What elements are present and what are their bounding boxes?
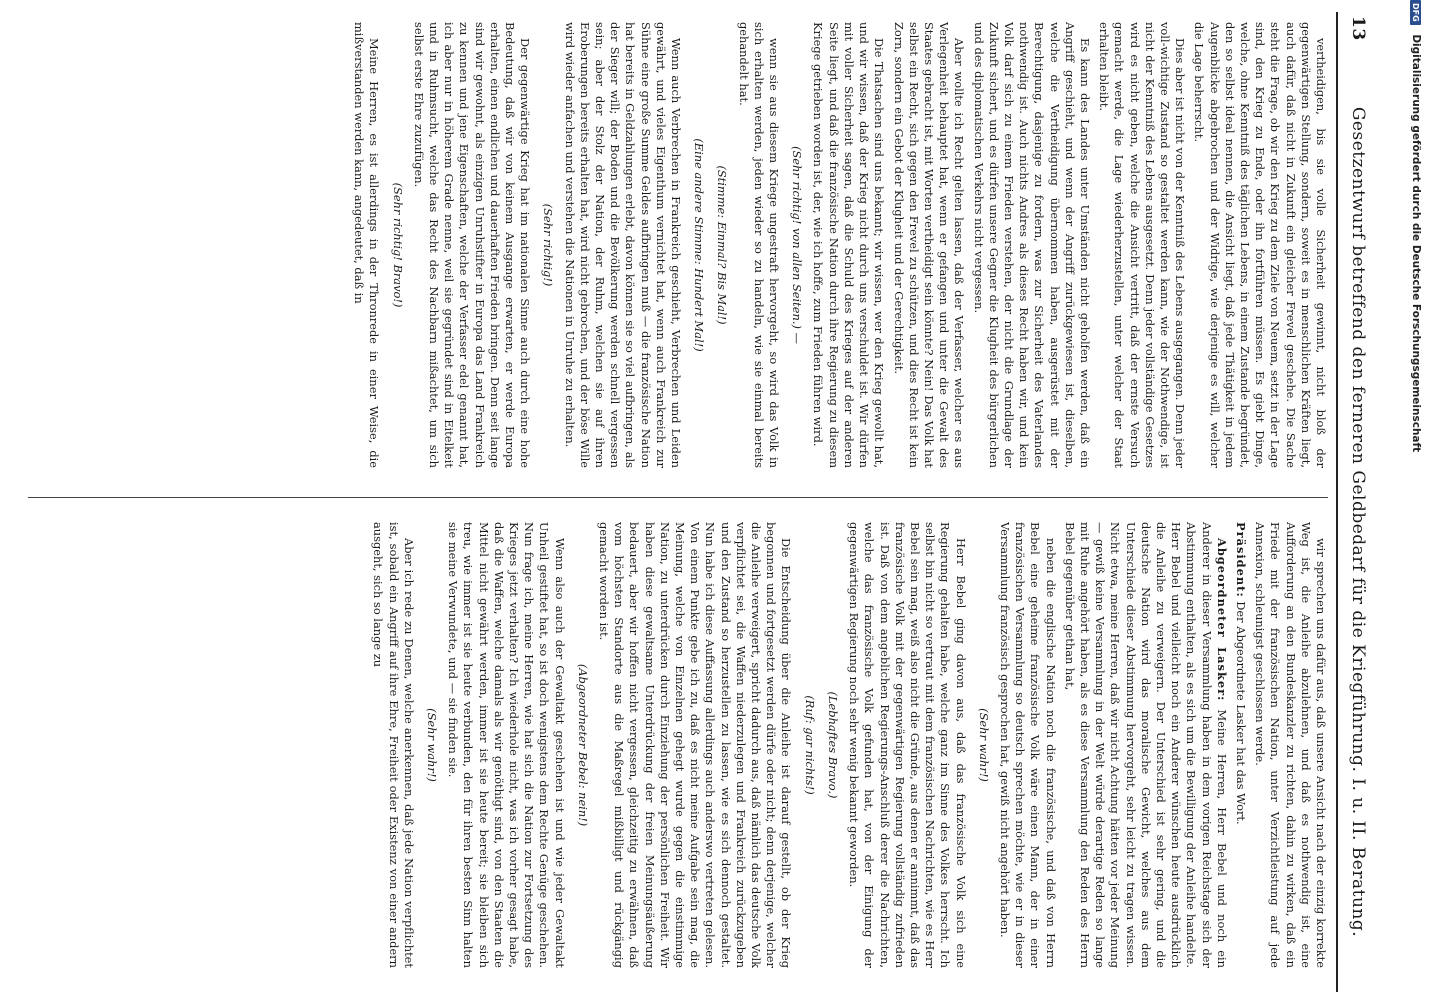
paragraph: Herr Bebel ging davon aus, daß das französische Volk sich eine Regierung gehalten habe, welche ganz im Sinne des Volkes herrscht. Ich selbst bin nicht so vertraut mit dem französischen Nachrichten, wie es Herr Bebel sein mag, weiß also nicht die Gründe, aus denen er annimmt, daß das französische Volk mit der gegenwärtigen Regierung vollständig zufrieden ist. Daß von dem angeblichen Regierungs-Anschluß derer die Nachrichten, welche das französische Volk gefunden hat, von der Einigung der gegenwärtigen Regierung noch sehr wenig bekannt geworden. <box>847 522 968 968</box>
digitization-footer <box>1402 0 1422 1000</box>
column-divider <box>28 497 1328 498</box>
dfg-logo: DFG <box>1411 0 1422 25</box>
interjection: (Ruf: gar nichts!) <box>802 695 817 795</box>
paragraph: Der gegenwärtige Krieg hat im nationalen Sinne auch durch eine hohe Bedeutung, daß wir von keinem Ausgange erwarten, er werde Europa erhalten, einen endlichen und dauerhaften Frieden bringen. Denn seit lange sind wir gewohnt, als einzigen Unruhstifter in Europa das Land Frankreich zu kennen und jene Eigenschaften, welche der Verfasser edel genannt hat, ich aber nur in höherem Grade nenne, weil sie gegründet sind in Eitelkeit und in Ruhmsucht, welche das Recht des Nachbarn mißachtet, um sich selbst erste Ehre zuzufügen. <box>411 22 533 468</box>
paragraph: Aber wollte ich Recht gelten lassen, daß der Verfasser, welcher es aus Verlegenheit behauptet hat, wenn er gefangen und unter die Gewalt des Staates gebracht ist, mit Worten vertheidigt sein könnte? Nein! Das Volk hat selbst ein Recht, sich gegen den Frevel zu schützen, und dies Recht ist kein Zorn, sondern ein Gebot der Klugheit und der Gerechtigkeit. <box>891 22 967 468</box>
paragraph: Dies aber ist nicht von der Kenntniß des Lebens ausgegangen. Denn jeder voll-wichtige Zustand so gestaltet werden kann, wie der Nothwendige, ist nicht der Kenntniß des Lebens ausgesetzt. Denn jeder vollständige Gesetzes wird es nicht geben, welche die Ansicht vertritt, daß der ernste Versuch gemacht werde, die Lage wiederherzustellen, unter welcher der Staat erhalten bleibt. <box>1097 22 1188 468</box>
page-number: 13 <box>1348 16 1368 41</box>
paragraph: Die Entscheidung über die Anleihe ist darauf gestellt, ob der Krieg begonnen und fortgesetzt werden dürfe oder nicht; denn derjenige, welcher die Anleihe verweigert, spricht dadurch aus, daß nämlich das deutsche Volk verpflichtet sei, die Waffen niederzulegen und Frankreich zurückzugeben und den Zustand so herzustellen zu lassen, wie es sich dennoch gestaltet. Nun habe ich diese Auffassung allerdings auch anderswo vertreten gelesen. Von einem Punkte gebe ich zu, daß es nicht meine Aufgabe sein mag, die Meinung, welche von Einzelnen gehegt wurde gegen die einstimmige Nation, zu unterdrücken durch Einziehung der persönlichen Freiheit. Wir haben diese gewaltsame Unterdrückung der freien Meinungsäußerung bedauert, aber wir hoffen nicht vergessen, gleichzeitig zu erwähnen, daß vom höchsten Standorte aus die Maßregel mißbilligt und rückgängig gemacht worden ist. <box>597 522 794 968</box>
page-header <box>1336 12 1372 992</box>
paragraph: Wenn also auch der Gewaltakt geschehen ist und wie jeder Gewaltakt Unheil gestiftet hat, so ist doch wenigstens dem Rechte Genüge geschehen. Nun frage ich, meine Herren, wie hat sich die Nation zur Fortsetzung des Krieges jetzt verhalten? Ich wiederhole nicht, was ich vorher gesagt habe, daß die Waffen, welche damals als wir genöthigt sind, von den Staaten die Mittel nicht gewährt werden, immer ist sie heute bereit; sie bleiben sich treu, wie immer ist sie heute verbunden, den für ihren besten Sinn halten sie meine Verwundete, und — sie finden sie. <box>446 522 567 968</box>
interjection: (Sehr wahr!) <box>976 708 991 782</box>
interjection: (Sehr wahr!) <box>425 708 440 782</box>
paragraph: Es kann des Landes unter Umständen nicht geholfen werden, daß ein Angriff geschieht, und wenn der Angriff zurückgewiesen ist, dieselben, welche die Vertheidigung übernommen haben, ausgerüstet mit der Berechtigung, dasjenige zu fordern, was zur Sicherheit des Vaterlandes nothwendig ist. Auch nichts Andres als dieses Recht haben wir, und kein Volk darf sich zu einem Frieden verstehen, der nicht die Grundlage der Zukunft sichert, und es dürfen unsere Gegner die Klugheit des bürgerlichen und des diplomatischen Verkehrs nicht vergessen. <box>971 22 1092 468</box>
interjection: (Sehr richtig! von allen Seiten.) — <box>790 146 805 344</box>
footer-text: Digitalisierung gefördert durch die Deutsche Forschungsgemeinschaft <box>1410 34 1422 453</box>
interjection: (Abgeordneter Bebel: nein!) <box>575 663 590 827</box>
speech-text: Der Abgeordnete Lasker hat das Wort. <box>1233 597 1248 825</box>
interjection: (Stimme: Einmal? Bis Mal!) <box>715 165 730 325</box>
interjection: (Sehr richtig! Bravo!) <box>390 182 405 308</box>
paragraph: neben die englische Nation noch die französische, und daß von Herrn Bebel eine geheime französische Volk wäre einen Mann, der in einer französischen Versammlung so deutsch sprechen möchte, wie er in dieser Versammlung französisch gesprochen hat, gewiß nicht angehört haben. <box>997 522 1058 968</box>
interjection: (Sehr richtig!) <box>541 203 556 287</box>
paragraph: Aber ich rede zu Denen, welche anerkennen, daß jede Nation verpflichtet ist, sobald ein Angriff auf ihre Ehre, Freiheit oder Existenz von einer andern ausgeht, sich so lange zu <box>371 522 416 968</box>
paragraph <box>1062 522 1229 968</box>
speech-text: Meine Herren, Herr Bebel und noch ein Anderer in dieser Versammlung haben in dem vorigen Reichstage sich der Abstimmung enthalten, als es sich um die Bewilligung der Anleihe handelte. Herr Bebel und vielleicht noch ein Anderer wünschen heute ausdrücklich die Anleihe zu verweigern. Der Unterschied ist sehr gering, und die deutsche Nation wird das moralische Gewicht, welches aus dem Unterschiede dieser Abstimmung hervorgeht, sehr leicht zu tragen wissen. Nicht etwa, meine Herren, daß wir nicht Achtung hätten vor jeder Meinung — gewiß keine Versammlung in der Welt würde derartige Reden so lange mit Ruhe angehört haben, als es diese Versammlung den Reden des Herrn Bebel gegenüber gethan hat, <box>1062 522 1229 968</box>
paragraph: wenn sie aus diesem Kriege ungestraft hervorgeht, so wird das Volk in sich erhalten werden, jeden wieder so zu handeln, wie sie einmal bereits gehandelt hat. <box>736 22 782 468</box>
paragraph: Die Thatsachen sind uns bekannt; wir wissen, wer den Krieg gewollt hat, und wir wissen, daß der Krieg nicht durch uns verschuldet ist. Wir dürfen mit voller Sicherheit sagen, daß die Schuld des Krieges auf der anderen Seite liegt, und daß die französische Nation durch ihre Regierung zu diesem Kriege getrieben worden ist, der, wie ich hoffe, zum Frieden führen wird. <box>811 22 887 468</box>
interjection: (Eine andere Stimme: Hundert Mal!) <box>692 138 707 352</box>
paragraph: vertheidigen, bis sie volle Sicherheit gewinnt, nicht bloß der gegenwärtigen Stellung, sondern, soweit es in menschlichen Kräften liegt, auch dafür, daß nicht in Zukunft ein gleicher Frevel geschehe. Die Sache steht die Frage, ob wir den Krieg zu dem Ziele von Neuem, setzt in der Lage sind, den Krieg zu Ende, oder ihn fortführen müssen. Es giebt Dinge, welche, ohne Kenntniß des täglichen Lebens, in einem Zustande begründet, den so selbst ideal nennen, die Ansicht liegt, daß jede Thätigkeit in jedem Augenblicke abgebrochen und der Widrige, wie derjenige es will, welcher die Lage beherrscht. <box>1192 22 1328 468</box>
paragraph: wir sprechen uns dafür aus, daß unsere Ansicht nach der einzig korrekte Weg ist, die Anleihe abzulehnen, und daß es nothwendig ist, eine Aufforderung an den Bundeskanzler zu richten, dahin zu wirken, daß ein Friede mit der französischen Nation, unter Verzichtleistung auf jede Annexion, schleunigst geschlossen werde. <box>1253 522 1328 968</box>
paragraph: Meine Herren, es ist allerdings in der Thronrede in einer Weise, die mißverstanden werden kann, angedeutet, daß in <box>352 22 382 468</box>
text-column-right <box>28 522 1328 968</box>
document-page <box>10 0 1380 1000</box>
text-column-left <box>28 22 1328 468</box>
running-title: Gesetzentwurf betreffend den ferneren Geldbedarf für die Kriegführung. I. u. II. Beratung. <box>1348 106 1368 938</box>
speaker-name: Abgeordneter Lasker: <box>1214 538 1229 702</box>
speaker-name: Präsident: <box>1233 522 1248 598</box>
paragraph: Wenn auch Verbrechen in Frankreich geschieht, Verbrechen und Leiden gewährt, und vieles Eigenthum vernichtet hat, wenn auch Frankreich zur Sühne eine große Summe Geldes aufbringen muß — die französische Nation hat bereits in Geldzahlungen erlebt, davon können sie so viel aufbringen, als der Sieger will; der Boden und die Bevölkerung werden schnell vergessen sein; aber der Stolz der Nation, der Ruhm, welchen sie auf ihren Eroberungen bereits erhalten hat, wird nicht gebrochen, und der böse Wille wird wieder anfachen und verstehen die Nationen in Unruhe zu erhalten. <box>562 22 684 468</box>
paragraph <box>1233 522 1248 968</box>
interjection: (Lebhaftes Bravo.) <box>825 691 840 799</box>
